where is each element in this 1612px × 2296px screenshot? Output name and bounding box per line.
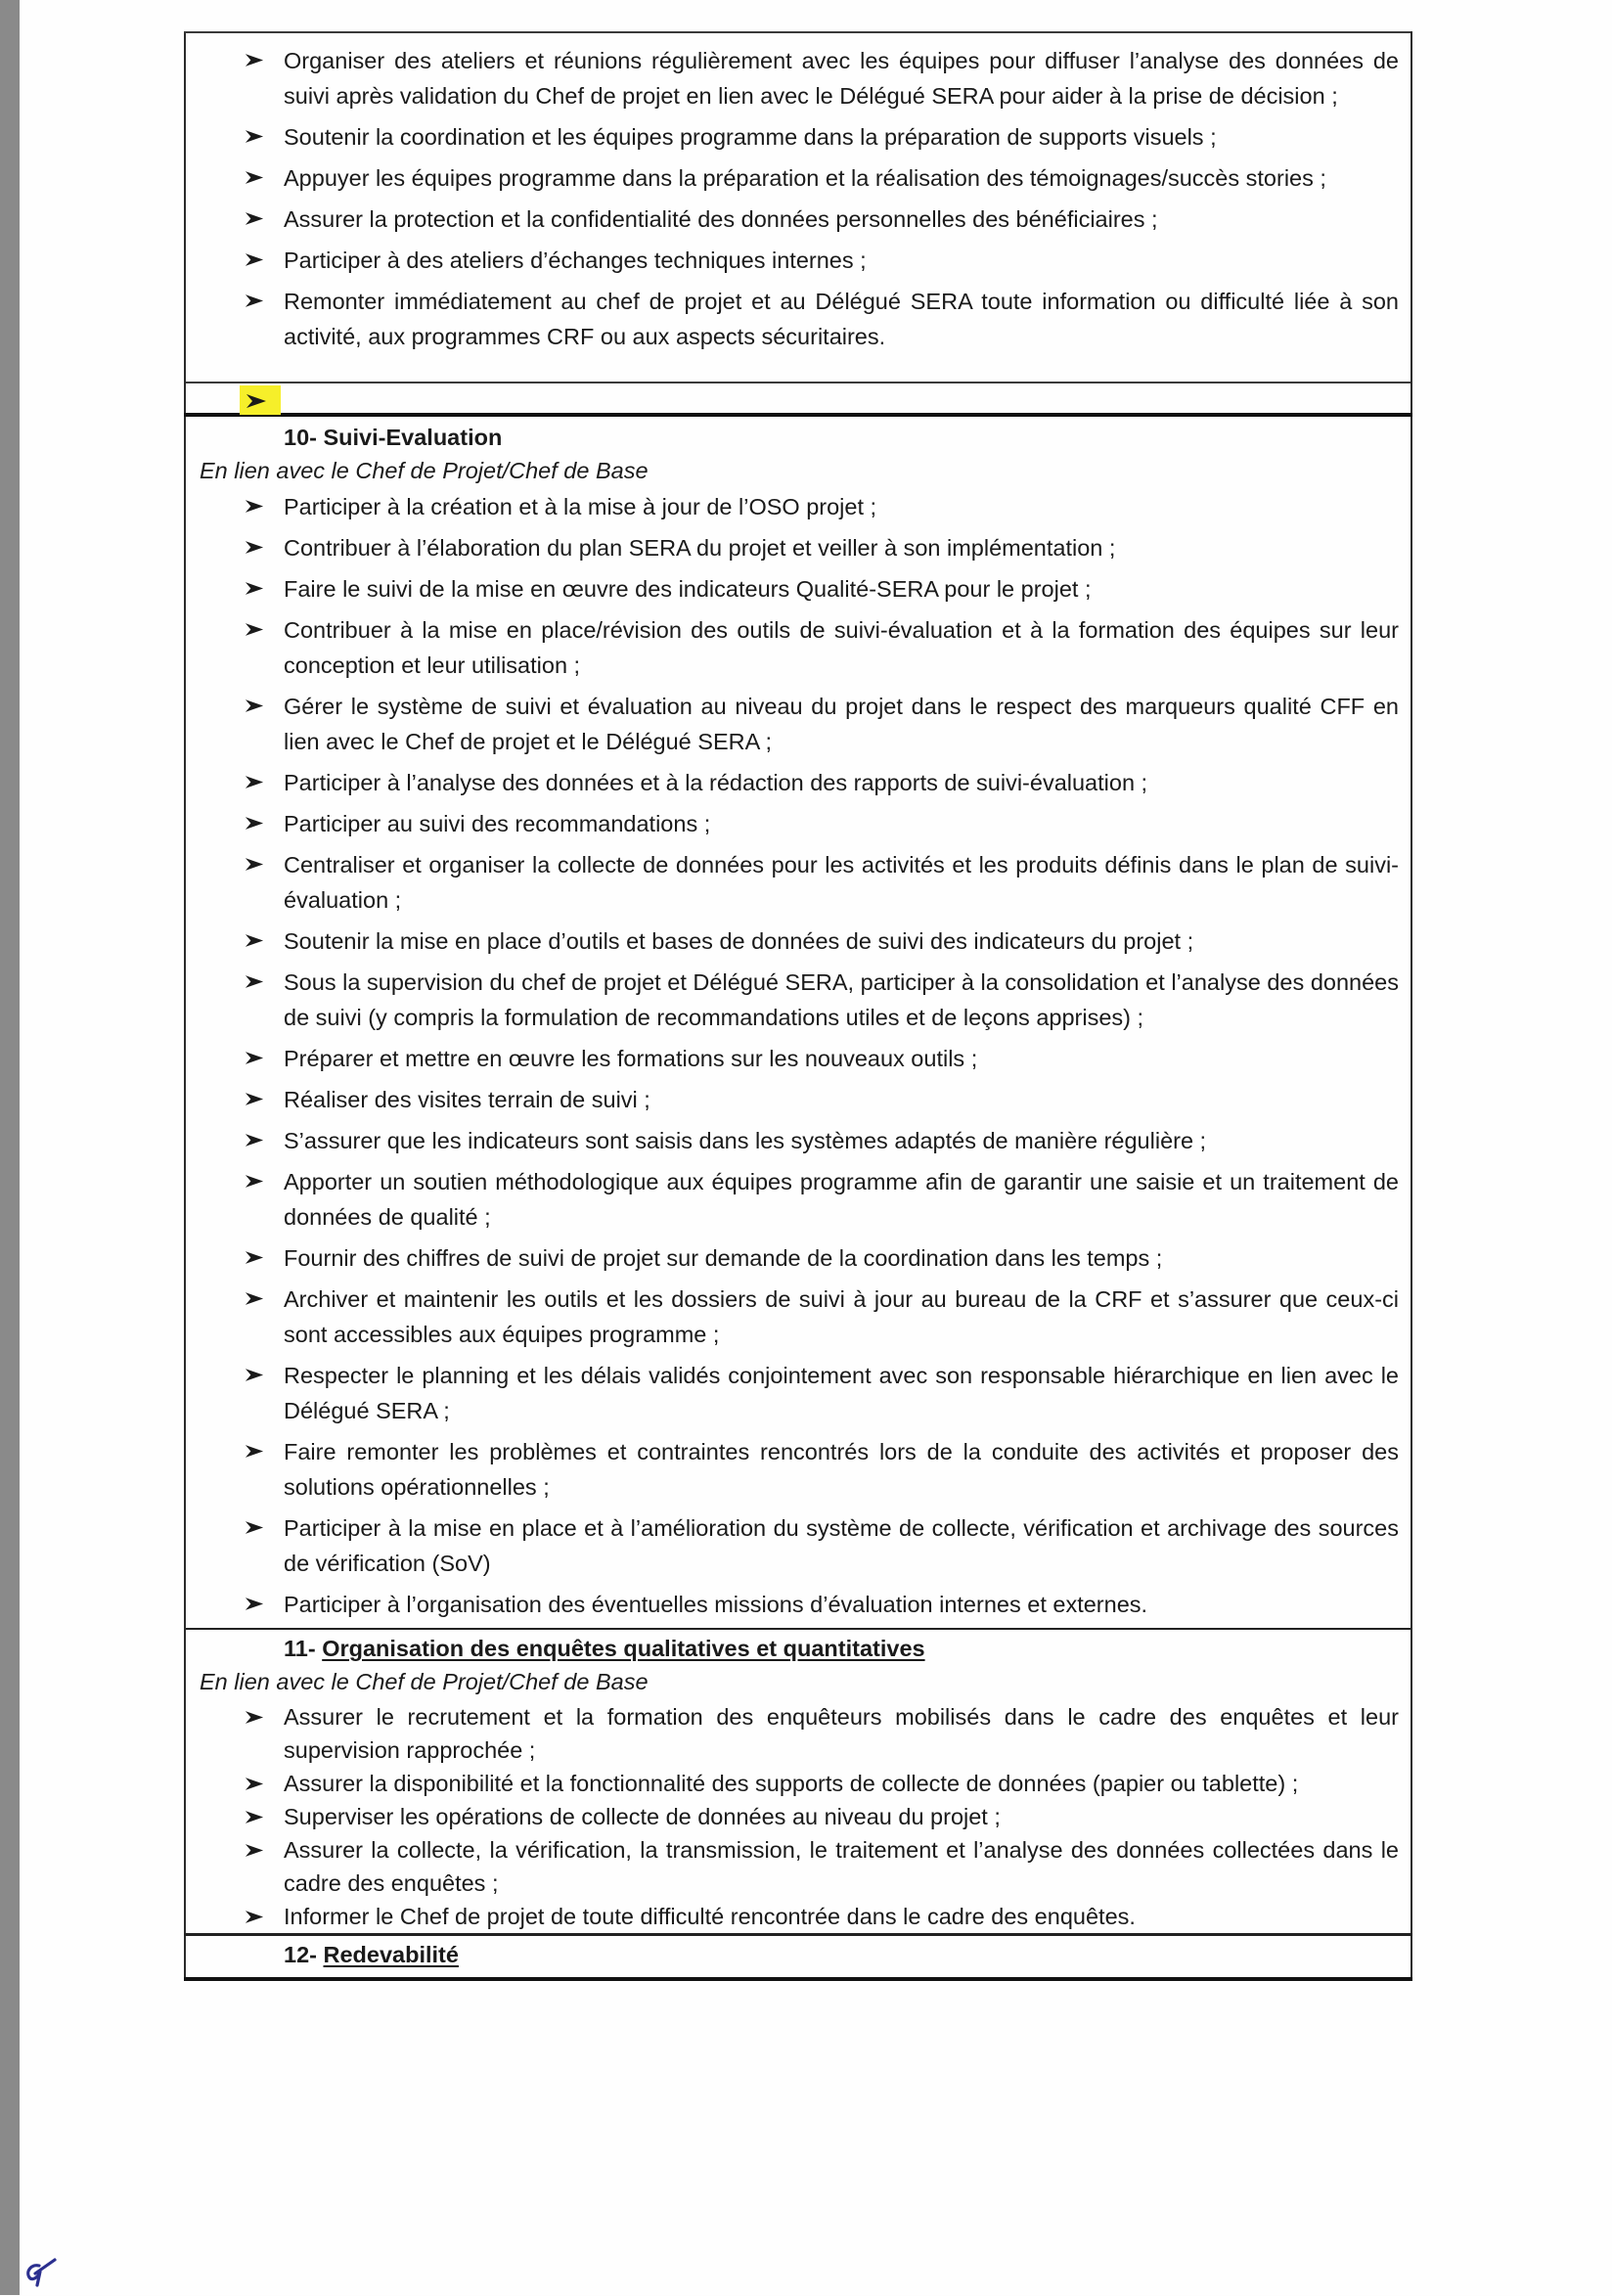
list-item-text: Participer à l’analyse des données et à la rédaction des rapports de suivi-évaluation ;: [284, 770, 1148, 795]
arrow-bullet-icon: [243, 923, 266, 959]
highlighted-bullet: [240, 385, 281, 415]
arrow-bullet-icon: [243, 284, 266, 319]
list-item-text: Superviser les opérations de collecte de données au niveau du projet ;: [284, 1804, 1001, 1829]
list-item: [243, 1082, 1399, 1117]
arrow-bullet-icon: [243, 1282, 266, 1317]
list-item: [243, 119, 1399, 155]
list-item-text: Soutenir la coordination et les équipes programme dans la préparation de supports visuels ;: [284, 124, 1217, 150]
table-row-empty-bullet: [185, 383, 1411, 415]
arrow-bullet-icon: [243, 806, 266, 841]
list-item-text: Faire remonter les problèmes et contraintes rencontrés lors de la conduite des activités et proposer des solutions opérationnelles ;: [284, 1439, 1399, 1500]
table-row-previous-section: [185, 32, 1411, 383]
list-item-text: Participer au suivi des recommandations ;: [284, 811, 711, 836]
table-cell: [185, 415, 1411, 1629]
list-item-text: Centraliser et organiser la collecte de données pour les activités et les produits définis dans le plan de suivi-évaluation ;: [284, 852, 1399, 913]
section-11-number: 11-: [284, 1636, 316, 1661]
list-item: [243, 43, 1399, 113]
list-item-text: Fournir des chiffres de suivi de projet sur demande de la coordination dans les temps ;: [284, 1245, 1163, 1271]
list-item: [243, 1833, 1399, 1900]
arrow-bullet-icon: [243, 1164, 266, 1199]
section-11-title: Organisation des enquêtes qualitatives et quantitatives: [322, 1636, 925, 1661]
list-item-text: Remonter immédiatement au chef de projet et au Délégué SERA toute information ou difficulté liée à son activité, aux programmes CRF ou aux aspects sécuritaires.: [284, 289, 1399, 349]
list-item: [243, 1164, 1399, 1235]
list-item-text: Appuyer les équipes programme dans la préparation et la réalisation des témoignages/succès stories ;: [284, 165, 1326, 191]
list-item: [243, 243, 1399, 278]
table-cell: [185, 1935, 1411, 1980]
table-row-section-10: [185, 415, 1411, 1629]
arrow-bullet-icon: [243, 1900, 266, 1935]
list-item: [243, 530, 1399, 565]
arrow-bullet-icon: [243, 1358, 266, 1393]
list-item-text: Participer à des ateliers d’échanges techniques internes ;: [284, 248, 867, 273]
arrow-bullet-icon: [243, 1123, 266, 1158]
list-item-text: Sous la supervision du chef de projet et Délégué SERA, participer à la consolidation et l’analyse des données de suivi (y compris la formulation de recommandations utiles et de leçons apprises) ;: [284, 969, 1399, 1030]
arrow-bullet-icon: [243, 1082, 266, 1117]
arrow-bullet-icon: [243, 965, 266, 1000]
list-item: [243, 847, 1399, 918]
list-item-text: Archiver et maintenir les outils et les dossiers de suivi à jour au bureau de la CRF et s’assurer que ceux-ci sont accessibles aux équipes programme ;: [284, 1286, 1399, 1347]
table-cell: [185, 32, 1411, 383]
arrow-bullet-icon: [243, 1510, 266, 1546]
arrow-bullet-icon: [243, 489, 266, 524]
list-item-text: S’assurer que les indicateurs sont saisis dans les systèmes adaptés de manière régulière ;: [284, 1128, 1207, 1153]
section-12-number: 12-: [284, 1942, 317, 1967]
list-item: [243, 202, 1399, 237]
arrow-bullet-icon: [243, 571, 266, 607]
list-item-text: Réaliser des visites terrain de suivi ;: [284, 1087, 650, 1112]
arrow-bullet-icon: [243, 530, 266, 565]
arrow-bullet-icon: [243, 1800, 266, 1835]
section-10-subtitle: En lien avec le Chef de Projet/Chef de Base: [200, 458, 649, 483]
list-item: [243, 923, 1399, 959]
bullet-list-section-11: [186, 1700, 1410, 1933]
list-item-text: Contribuer à la mise en place/révision des outils de suivi-évaluation et à la formation des équipes sur leur conception et leur utilisation ;: [284, 617, 1399, 678]
table-cell: [185, 383, 1411, 415]
table-row-section-11: [185, 1629, 1411, 1935]
list-item-text: Apporter un soutien méthodologique aux équipes programme afin de garantir une saisie et un traitement de données de qualité ;: [284, 1169, 1399, 1230]
list-item-text: Respecter le planning et les délais validés conjointement avec son responsable hiérarchique en lien avec le Délégué SERA ;: [284, 1363, 1399, 1423]
list-item: [243, 1123, 1399, 1158]
section-10-heading: [186, 421, 1410, 454]
arrow-bullet-icon: [243, 1833, 266, 1868]
list-item: [243, 1510, 1399, 1581]
list-item-text: Faire le suivi de la mise en œuvre des indicateurs Qualité-SERA pour le projet ;: [284, 576, 1092, 602]
section-11-heading: [186, 1632, 1410, 1665]
section-12-heading: [186, 1938, 1410, 1971]
list-item-text: Informer le Chef de projet de toute difficulté rencontrée dans le cadre des enquêtes.: [284, 1904, 1136, 1929]
list-item-text: Organiser des ateliers et réunions régulièrement avec les équipes pour diffuser l’analyse des données de suivi après validation du Chef de projet en lien avec le Délégué SERA pour aider à la prise de décision ;: [284, 48, 1399, 109]
list-item: [243, 1240, 1399, 1276]
table-cell: [185, 1629, 1411, 1935]
list-item-text: Contribuer à l’élaboration du plan SERA du projet et veiller à son implémentation ;: [284, 535, 1116, 561]
section-10-number: 10-: [284, 425, 317, 450]
arrow-bullet-icon: [243, 1240, 266, 1276]
list-item-text: Participer à la mise en place et à l’amélioration du système de collecte, vérification et archivage des sources de vérification (SoV): [284, 1515, 1399, 1576]
bullet-list-section-10: [186, 489, 1410, 1622]
list-item-text: Participer à l’organisation des éventuelles missions d’évaluation internes et externes.: [284, 1592, 1148, 1617]
section-10-title: Suivi-Evaluation: [323, 425, 503, 450]
arrow-bullet-icon: [243, 765, 266, 800]
list-item-text: Soutenir la mise en place d’outils et bases de données de suivi des indicateurs du projet ;: [284, 928, 1194, 954]
list-item: [243, 1434, 1399, 1505]
arrow-bullet-icon: [243, 1587, 266, 1622]
list-item: [243, 489, 1399, 524]
arrow-bullet-icon: [243, 243, 266, 278]
list-item: [243, 765, 1399, 800]
section-12-title: Redevabilité: [323, 1942, 459, 1967]
table-row-section-12: [185, 1935, 1411, 1980]
arrow-bullet-icon: [243, 1041, 266, 1076]
bullet-list-previous-section: [186, 43, 1410, 354]
handwritten-initial-mark: [22, 2252, 61, 2291]
list-item: [243, 965, 1399, 1035]
list-item: [243, 1767, 1399, 1800]
list-item: [243, 1800, 1399, 1833]
list-item-text: Assurer la disponibilité et la fonctionnalité des supports de collecte de données (papier ou tablette) ;: [284, 1771, 1299, 1796]
arrow-bullet-icon: [243, 43, 266, 78]
list-item: [243, 160, 1399, 196]
list-item: [243, 1587, 1399, 1622]
list-item: [243, 1041, 1399, 1076]
arrow-bullet-icon: [243, 202, 266, 237]
scan-edge-strip: [0, 0, 20, 2295]
section-11-subtitle: En lien avec le Chef de Projet/Chef de Base: [200, 1669, 649, 1694]
list-item: [243, 1358, 1399, 1428]
arrow-bullet-icon: [246, 393, 267, 409]
list-item: [243, 284, 1399, 354]
handwritten-scribble-icon: [22, 2252, 61, 2291]
list-item: [243, 612, 1399, 683]
arrow-bullet-icon: [243, 847, 266, 882]
job-description-table: [184, 31, 1412, 1981]
list-item-text: Participer à la création et à la mise à jour de l’OSO projet ;: [284, 494, 877, 519]
list-item-text: Assurer la protection et la confidentialité des données personnelles des bénéficiaires ;: [284, 206, 1158, 232]
list-item: [243, 806, 1399, 841]
list-item-text: Préparer et mettre en œuvre les formations sur les nouveaux outils ;: [284, 1046, 978, 1071]
list-item: [243, 1282, 1399, 1352]
list-item-text: Assurer le recrutement et la formation des enquêteurs mobilisés dans le cadre des enquêtes et leur supervision rapprochée ;: [284, 1704, 1399, 1763]
arrow-bullet-icon: [243, 689, 266, 724]
arrow-bullet-icon: [243, 1434, 266, 1469]
list-item: [243, 1700, 1399, 1767]
arrow-bullet-icon: [243, 1700, 266, 1735]
list-item: [243, 571, 1399, 607]
list-item-text: Gérer le système de suivi et évaluation au niveau du projet dans le respect des marqueurs qualité CFF en lien avec le Chef de projet et le Délégué SERA ;: [284, 694, 1399, 754]
arrow-bullet-icon: [243, 119, 266, 155]
arrow-bullet-icon: [243, 612, 266, 648]
list-item: [243, 1900, 1399, 1933]
list-item-text: Assurer la collecte, la vérification, la transmission, le traitement et l’analyse des données collectées dans le cadre des enquêtes ;: [284, 1837, 1399, 1896]
arrow-bullet-icon: [243, 1767, 266, 1802]
arrow-bullet-icon: [243, 160, 266, 196]
list-item: [243, 689, 1399, 759]
